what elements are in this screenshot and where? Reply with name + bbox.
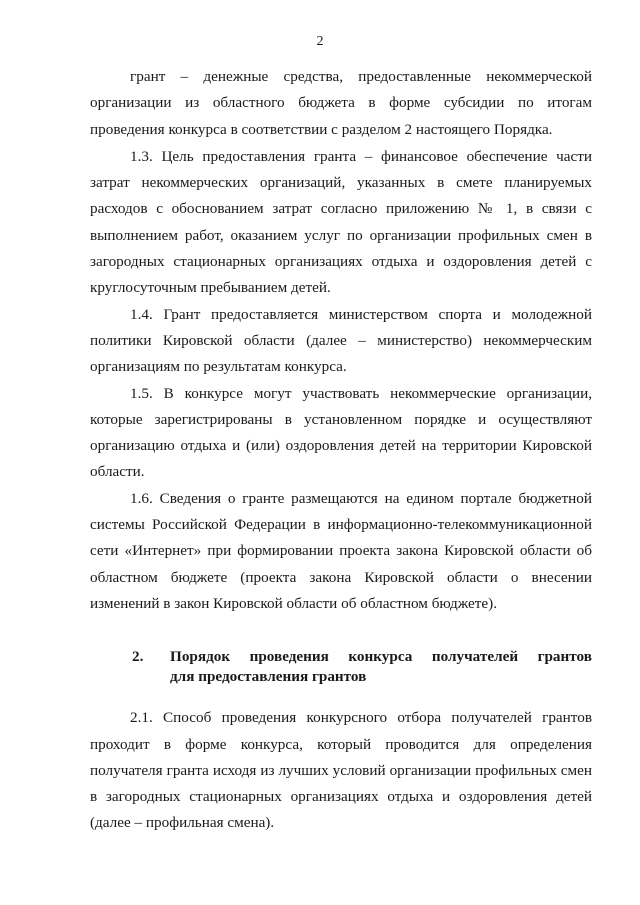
section-title (170, 647, 592, 687)
section-title-word: Порядок (170, 648, 231, 666)
document-body (90, 64, 592, 837)
section-number: 2. (132, 648, 144, 666)
paragraph-1-3: 1.3. Цель предоставления гранта – финансовое обеспечение части затрат некоммерческих организаций, указанных в смете планируемых расходов с обоснованием затрат согласно приложению № 1, в связи с выполнением работ, оказанием услуг по организации профильных смен в загородных стационарных организациях отдыха и оздоровления детей с круглосуточным пребыванием детей. (90, 147, 592, 297)
page-number: 2 (316, 34, 324, 49)
paragraph-1-4: 1.4. Грант предоставляется министерством спорта и молодежной политики Кировской области (далее – министерство) некоммерческим организациям по результатам конкурса. (90, 305, 592, 376)
paragraph-2-1: 2.1. Способ проведения конкурсного отбора получателей грантов проходит в форме конкурса, который проводится для определения получателя гранта исходя из лучших условий организации профильных смен в загородных стационарных организациях отдыха и оздоровления детей (далее – профильная смена). (90, 709, 592, 832)
section-title-word: конкурса (348, 648, 413, 666)
section-2-heading (90, 647, 592, 687)
paragraph-1-6: 1.6. Сведения о гранте размещаются на едином портале бюджетной системы Российской Федерации в информационно-телекоммуникационной сети «Интернет» при формировании проекта закона Кировской области об областном бюджете (проекта закона Кировской области о внесении изменений в закон Кировской области об областном бюджете). (90, 489, 592, 612)
section-title-word: получателей (431, 648, 519, 666)
section-title-word: проведения (249, 648, 329, 666)
paragraph-grant-definition: грант – денежные средства, предоставленные некоммерческой организации из областного бюджета в форме субсидии по итогам проведения конкурса в соответствии с разделом 2 настоящего Порядка. (90, 68, 592, 138)
section-title-line2: для предоставления грантов (170, 668, 367, 686)
section-title-word: грантов (537, 648, 592, 666)
section-title-line1 (170, 647, 592, 667)
paragraph-1-5: 1.5. В конкурсе могут участвовать некоммерческие организации, которые зарегистрированы в установленном порядке и осуществляют организацию отдыха и (или) оздоровления детей на территории Кировской области. (90, 384, 592, 481)
